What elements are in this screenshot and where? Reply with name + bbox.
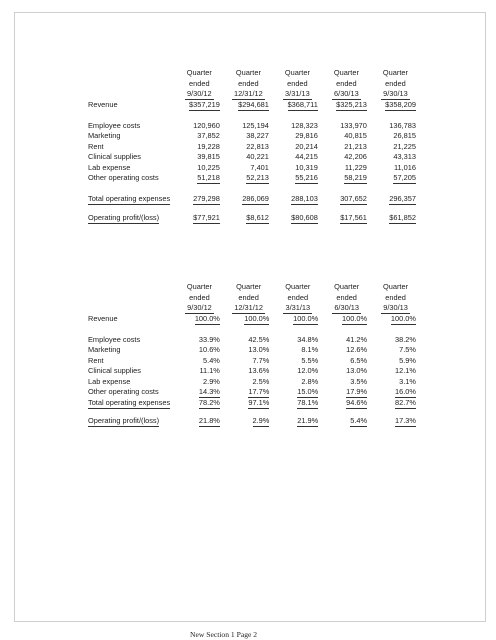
cell-value: 41.2% [346,334,368,344]
cell-value: 128,323 [291,120,318,130]
cell-value: 34.8% [297,334,319,344]
cell-value: 100.0% [342,313,368,323]
table-row [88,335,420,346]
column-header-date: 12/31/12 [234,303,264,312]
column-header-line2: ended [287,292,309,302]
cell-value: 3.5% [350,376,368,386]
page-footer: New Section 1 Page 2 [190,630,258,639]
cell-value: 40,815 [344,131,367,140]
cell-value: $325,213 [336,99,367,109]
row-label: Rent [88,355,104,365]
row-label: Marketing [88,131,121,140]
cell-value: 57,205 [393,173,416,182]
cell-value: 29,816 [295,131,318,140]
profit-row [88,213,420,224]
cell-value: 10,225 [197,162,220,172]
column-header-line2: ended [238,78,259,88]
cell-value: 8.1% [301,345,319,354]
column-header-line1: Quarter [186,282,212,291]
column-header-date: 3/31/13 [285,303,311,312]
row-label: Operating profit/(loss) [88,416,160,425]
column-header-date: 9/30/12 [186,89,212,98]
table-row [88,345,420,356]
cell-value: 100.0% [194,313,220,323]
cell-value: 125,194 [242,120,269,130]
cell-value: $77,921 [193,212,220,222]
cell-value: 51,218 [197,173,220,182]
column-header-date: 6/30/13 [334,303,359,312]
row-label: Total operating expenses [88,194,171,203]
cell-value: 10,319 [295,162,318,172]
table-row [88,377,420,388]
cell-value: 78.1% [297,397,319,407]
column-header-line2: ended [336,292,357,302]
table-row [88,142,420,153]
cell-value: 21.9% [297,416,319,425]
row-label: Clinical supplies [88,366,141,375]
row-label: Revenue [88,313,118,323]
cell-value: 100.0% [244,313,270,323]
cell-value: 26,815 [393,131,416,140]
header-row-1 [88,282,420,293]
header-row-1 [88,68,420,79]
table-row [88,152,420,163]
cell-value: 2.9% [203,376,220,386]
column-header-line1: Quarter [284,68,310,77]
column-header-line1: Quarter [235,68,261,77]
column-header-line2: ended [189,78,210,88]
row-label: Clinical supplies [88,152,141,161]
cell-value: 14.3% [198,387,220,396]
cell-value: 38,227 [246,131,269,140]
cell-value: 2.9% [252,416,270,425]
cell-value: 5.4% [203,355,220,365]
table-row [88,366,420,377]
cell-value: 136,783 [389,120,416,130]
column-header-line2: ended [336,78,357,88]
cell-value: 37,852 [197,131,220,140]
cell-value: 33.9% [198,334,220,344]
cell-value: 22,813 [246,141,269,151]
cell-value: 100.0% [293,313,319,323]
column-header-line2: ended [385,78,406,88]
cell-value: 40,221 [246,152,269,161]
cell-value: 15.0% [297,387,319,396]
cell-value: 120,960 [193,120,220,130]
revenue-row [88,314,420,325]
header-row-2 [88,79,420,90]
column-header-line1: Quarter [236,282,262,291]
revenue-row [88,100,420,111]
cell-value: 94.6% [346,397,368,407]
financial-table-percentages [88,282,420,427]
table-row [88,387,420,398]
cell-value: $17,561 [340,212,367,222]
cell-value: 55,216 [295,173,318,182]
cell-value: 279,298 [193,194,220,203]
cell-value: 44,215 [295,152,318,161]
column-header-line1: Quarter [333,68,359,77]
cell-value: 16.0% [395,387,416,396]
cell-value: 20,214 [295,141,318,151]
cell-value: 13.6% [248,366,270,375]
column-header-date: 9/30/12 [187,303,212,312]
column-header-date: 6/30/13 [334,89,359,98]
header-row-3 [88,89,420,100]
cell-value: 82.7% [395,397,416,407]
cell-value: 2.5% [252,376,270,386]
cell-value: 43,313 [393,152,416,161]
cell-value: 7.5% [399,345,416,354]
cell-value: $357,219 [189,99,220,109]
cell-value: 13.0% [346,366,368,375]
table-row [88,131,420,142]
column-header-line1: Quarter [285,282,311,291]
column-header-date: 12/31/12 [233,89,263,98]
cell-value: 7.7% [252,355,270,365]
column-header-line2: ended [287,78,308,88]
row-label: Other operating costs [88,173,159,182]
cell-value: 307,652 [340,194,367,203]
cell-value: 5.4% [350,416,368,425]
cell-value: 38.2% [395,334,416,344]
column-header-line1: Quarter [186,68,212,77]
cell-value: 52,213 [246,173,269,182]
cell-value: 11.1% [199,366,220,375]
cell-value: $358,209 [385,99,416,109]
cell-value: 42.5% [248,334,270,344]
table-row [88,356,420,367]
column-header-date: 9/30/13 [383,303,408,312]
row-label: Other operating costs [88,387,159,396]
financial-table-amounts [88,68,420,223]
column-header-line2: ended [189,292,210,302]
cell-value: 39,815 [197,152,220,161]
cell-value: $80,608 [291,212,318,222]
cell-value: 58,219 [344,173,367,182]
cell-value: 17.9% [346,387,368,396]
cell-value: 5.5% [301,355,319,365]
cell-value: 7,401 [250,162,269,172]
row-label: Operating profit/(loss) [88,212,160,222]
column-header-line1: Quarter [334,282,360,291]
cell-value: 5.9% [399,355,416,365]
cell-value: 12.0% [297,366,319,375]
row-label: Lab expense [88,162,131,172]
total-row [88,398,420,409]
cell-value: 21,225 [393,141,416,151]
cell-value: 133,970 [340,120,367,130]
cell-value: 288,103 [291,194,318,203]
cell-value: 2.8% [301,376,319,386]
table-row [88,163,420,174]
cell-value: 11,229 [344,162,367,172]
cell-value: 97.1% [248,397,270,407]
header-row-2 [88,293,420,304]
cell-value: 3.1% [399,376,416,386]
table-row [88,173,420,184]
cell-value: 6.5% [350,355,368,365]
cell-value: 17.7% [248,387,270,396]
cell-value: 12.6% [346,345,368,354]
cell-value: 286,069 [242,194,269,203]
cell-value: 11,016 [393,162,416,172]
row-label: Revenue [88,99,118,109]
table-row [88,121,420,132]
cell-value: 12.1% [395,366,416,375]
cell-value: 42,206 [344,152,367,161]
cell-value: $368,711 [287,99,318,109]
cell-value: 17.3% [395,416,416,425]
cell-value: 100.0% [390,313,416,323]
cell-value: 10.6% [198,345,220,354]
row-label: Total operating expenses [88,397,171,407]
cell-value: 13.0% [248,345,270,354]
row-label: Marketing [88,345,121,354]
column-header-date: 3/31/13 [285,89,310,98]
cell-value: 19,228 [197,141,220,151]
cell-value: $61,852 [389,212,416,222]
row-label: Lab expense [88,376,131,386]
cell-value: 78.2% [198,397,220,407]
cell-value: $294,681 [238,99,269,109]
profit-row [88,416,420,427]
total-row [88,194,420,205]
row-label: Employee costs [88,120,141,130]
cell-value: 21,213 [344,141,367,151]
column-header-line1: Quarter [382,68,408,77]
cell-value: 21.8% [198,416,220,425]
row-label: Employee costs [88,334,141,344]
row-label: Rent [88,141,104,151]
cell-value: 296,357 [389,194,416,203]
column-header-line2: ended [385,292,406,302]
header-row-3 [88,303,420,314]
column-header-date: 9/30/13 [383,89,408,98]
column-header-line2: ended [238,292,259,302]
cell-value: $8,612 [246,212,269,222]
column-header-line1: Quarter [383,282,409,291]
